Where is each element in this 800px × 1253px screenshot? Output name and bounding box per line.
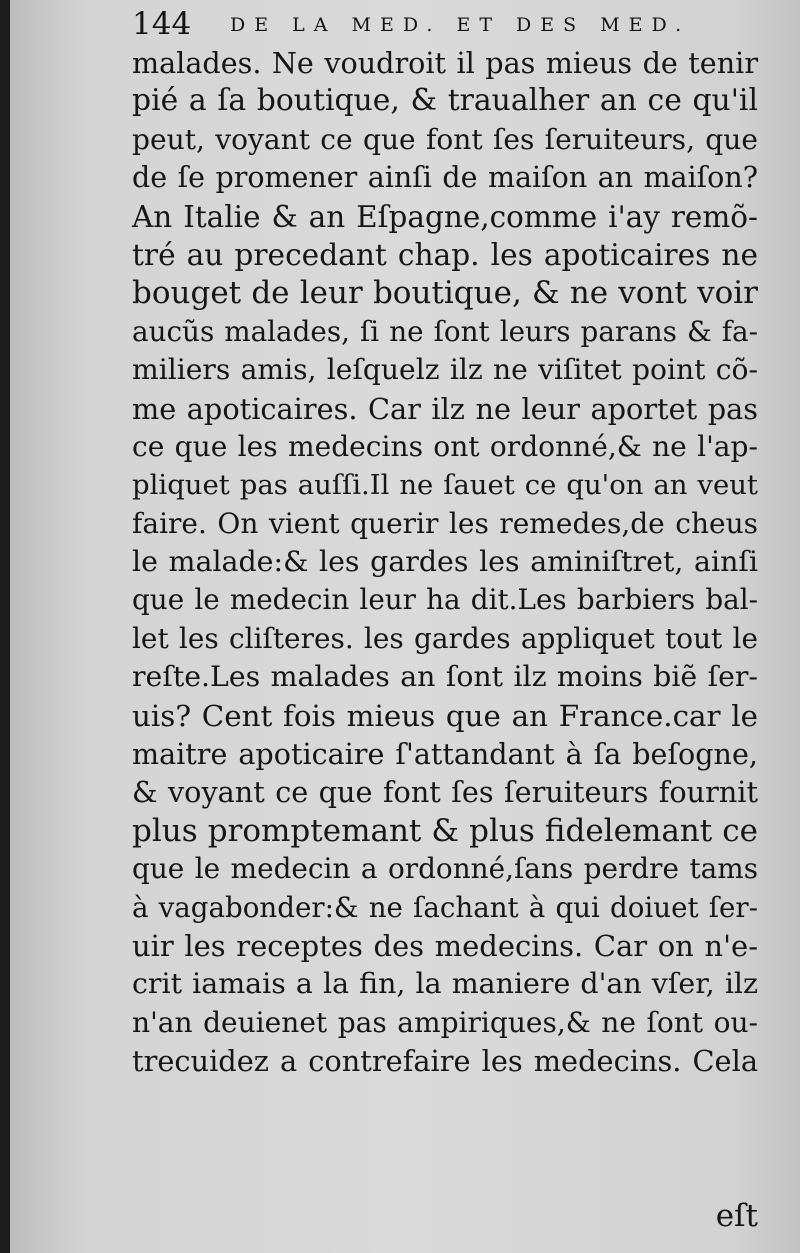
text-line: n'an deuienet pas ampiriques,& ne ſont ou- xyxy=(132,1005,758,1039)
text-line: de ſe promener ainſi de maiſon an maiſon? xyxy=(132,161,758,195)
text-line: ce que les medecins ont ordonné,& ne l'ap- xyxy=(132,429,758,463)
text-line: let les cliſteres. les gardes appliquet tout le xyxy=(132,621,758,655)
text-line: que le medecin leur ha dit.Les barbiers bal- xyxy=(132,583,758,617)
text-line: bouget de leur boutique, & ne vont voir xyxy=(132,275,758,312)
text-line: que le medecin a ordonné,ſans perdre tams xyxy=(132,852,758,886)
text-line: pié a ſa boutique, & traualher an ce qu'il xyxy=(132,83,758,119)
page-header xyxy=(132,4,752,44)
text-line: maitre apoticaire ſ'attandant à ſa beſogne, xyxy=(132,737,758,772)
text-line: me apoticaires. Car ilz ne leur aportet pas xyxy=(132,391,758,426)
book-page xyxy=(10,0,800,1253)
catchword-row xyxy=(132,1196,758,1236)
text-line: à vagabonder:& ne ſachant à qui doiuet ſer- xyxy=(132,890,758,924)
text-line: crit iamais a la fin, la maniere d'an vſer, ilz xyxy=(132,967,758,1001)
page-number: 144 xyxy=(132,6,192,42)
catchword: eſt xyxy=(715,1198,758,1234)
text-line: peut, voyant ce que font ſes ſeruiteurs, que xyxy=(132,122,758,156)
text-line: uir les receptes des medecins. Car on n'e- xyxy=(132,928,758,963)
text-line: plus promptemant & plus fidelemant ce xyxy=(132,812,758,849)
body-text xyxy=(132,44,758,1081)
text-line: An Italie & an Eſpagne,comme i'ay remõ- xyxy=(132,199,758,234)
text-line: miliers amis, leſquelz ilz ne viſitet point cõ- xyxy=(132,353,758,387)
text-line: le malade:& les gardes les aminiſtret, ainſi xyxy=(132,545,758,579)
text-line: tré au precedant chap. les apoticaires ne xyxy=(132,236,758,272)
text-line: trecuidez a contrefaire les medecins. Cela xyxy=(132,1044,758,1079)
text-line: aucũs malades, ſi ne ſont leurs parans & fa- xyxy=(132,314,758,348)
text-line: & voyant ce que font ſes ſeruiteurs fournit xyxy=(132,775,758,810)
text-line: pliquet pas auſſi.Il ne ſauet ce qu'on an veut xyxy=(132,469,758,502)
text-line: reſte.Les malades an ſont ilz moins biẽ ſer- xyxy=(132,660,758,694)
running-head: DE LA MED. ET DES MED. xyxy=(230,14,691,36)
text-line: malades. Ne voudroit il pas mieus de tenir xyxy=(132,46,758,80)
text-line: uis? Cent fois mieus que an France.car le xyxy=(132,698,758,733)
text-line: faire. On vient querir les remedes,de cheus xyxy=(132,506,758,540)
